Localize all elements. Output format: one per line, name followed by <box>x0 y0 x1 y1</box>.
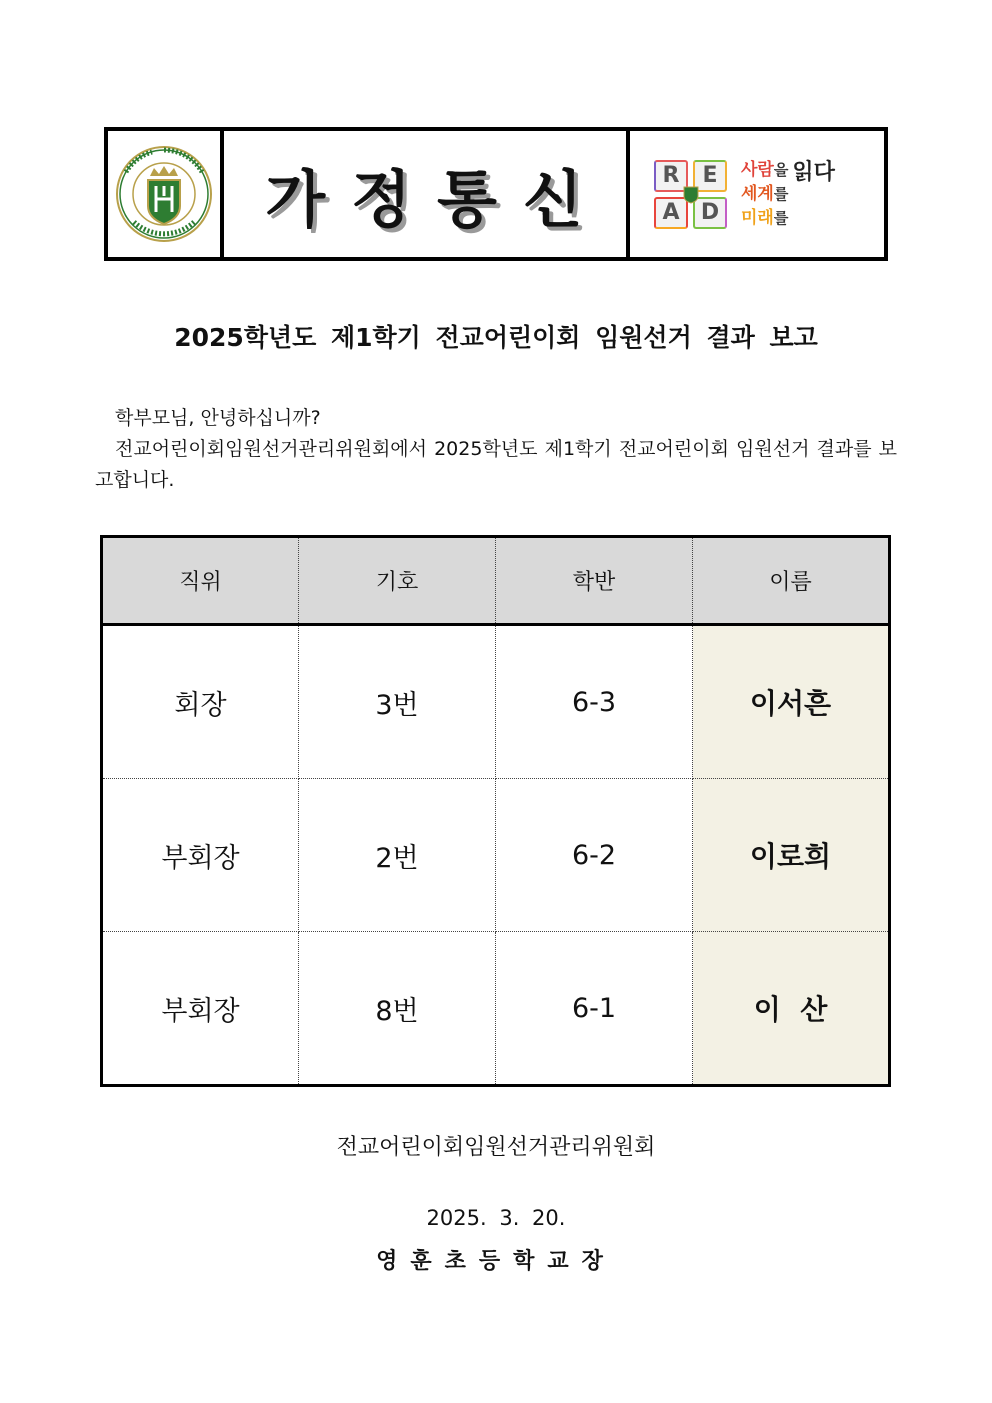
cell-name: 이로희 <box>693 779 890 932</box>
cell-name: 이 산 <box>693 932 890 1086</box>
column-header-position: 직위 <box>102 537 299 625</box>
read-letter-a: A <box>654 197 688 229</box>
title-cell <box>224 131 630 257</box>
slogan-verb: 읽다 <box>792 159 835 185</box>
slogan-suffix: 을 <box>773 161 789 179</box>
read-logo-cell <box>630 131 884 257</box>
cell-position: 부회장 <box>102 932 299 1086</box>
slogan-suffix: 를 <box>773 209 789 227</box>
table-row <box>102 932 890 1086</box>
slogan-word-people: 사람 <box>741 160 774 180</box>
table-header-row <box>102 537 890 625</box>
slogan-word-future: 미래 <box>741 208 774 228</box>
election-results-table <box>100 535 891 1087</box>
cell-class: 6-1 <box>496 932 693 1086</box>
read-logo <box>654 160 727 229</box>
column-header-name: 이름 <box>693 537 890 625</box>
cell-number: 2번 <box>299 779 496 932</box>
cell-position: 회장 <box>102 625 299 779</box>
read-letter-d: D <box>693 197 727 229</box>
slogan-word-world: 세계 <box>741 184 774 204</box>
column-header-number: 기호 <box>299 537 496 625</box>
newsletter-header <box>104 127 888 261</box>
read-letter-r: R <box>654 160 688 192</box>
body-text: 전교어린이회임원선거관리위원회에서 2025학년도 제1학기 전교어린이회 임원선거 결과를 보고합니다. <box>95 438 897 491</box>
cell-class: 6-2 <box>496 779 693 932</box>
greeting-text: 학부모님, 안녕하십니까? <box>115 407 321 429</box>
cell-class: 6-3 <box>496 625 693 779</box>
shield-icon <box>683 186 699 204</box>
slogan-suffix: 를 <box>773 185 789 203</box>
column-header-class: 학반 <box>496 537 693 625</box>
newsletter-title: 가정통신 <box>265 162 609 236</box>
table-row <box>102 625 890 779</box>
principal-signature: 영훈초등학교장 <box>376 1249 616 1274</box>
committee-name: 전교어린이회임원선거관리위원회 <box>336 1135 656 1160</box>
cell-number: 8번 <box>299 932 496 1086</box>
cell-number: 3번 <box>299 625 496 779</box>
read-slogan <box>741 158 788 230</box>
table-row <box>102 779 890 932</box>
document-title: 2025학년도 제1학기 전교어린이회 임원선거 결과 보고 <box>174 323 818 352</box>
cell-position: 부회장 <box>102 779 299 932</box>
cell-name: 이서흔 <box>693 625 890 779</box>
school-logo-cell <box>108 131 224 257</box>
school-emblem-icon <box>114 144 214 244</box>
issue-date: 2025. 3. 20. <box>426 1206 566 1230</box>
read-letter-e: E <box>693 160 727 192</box>
